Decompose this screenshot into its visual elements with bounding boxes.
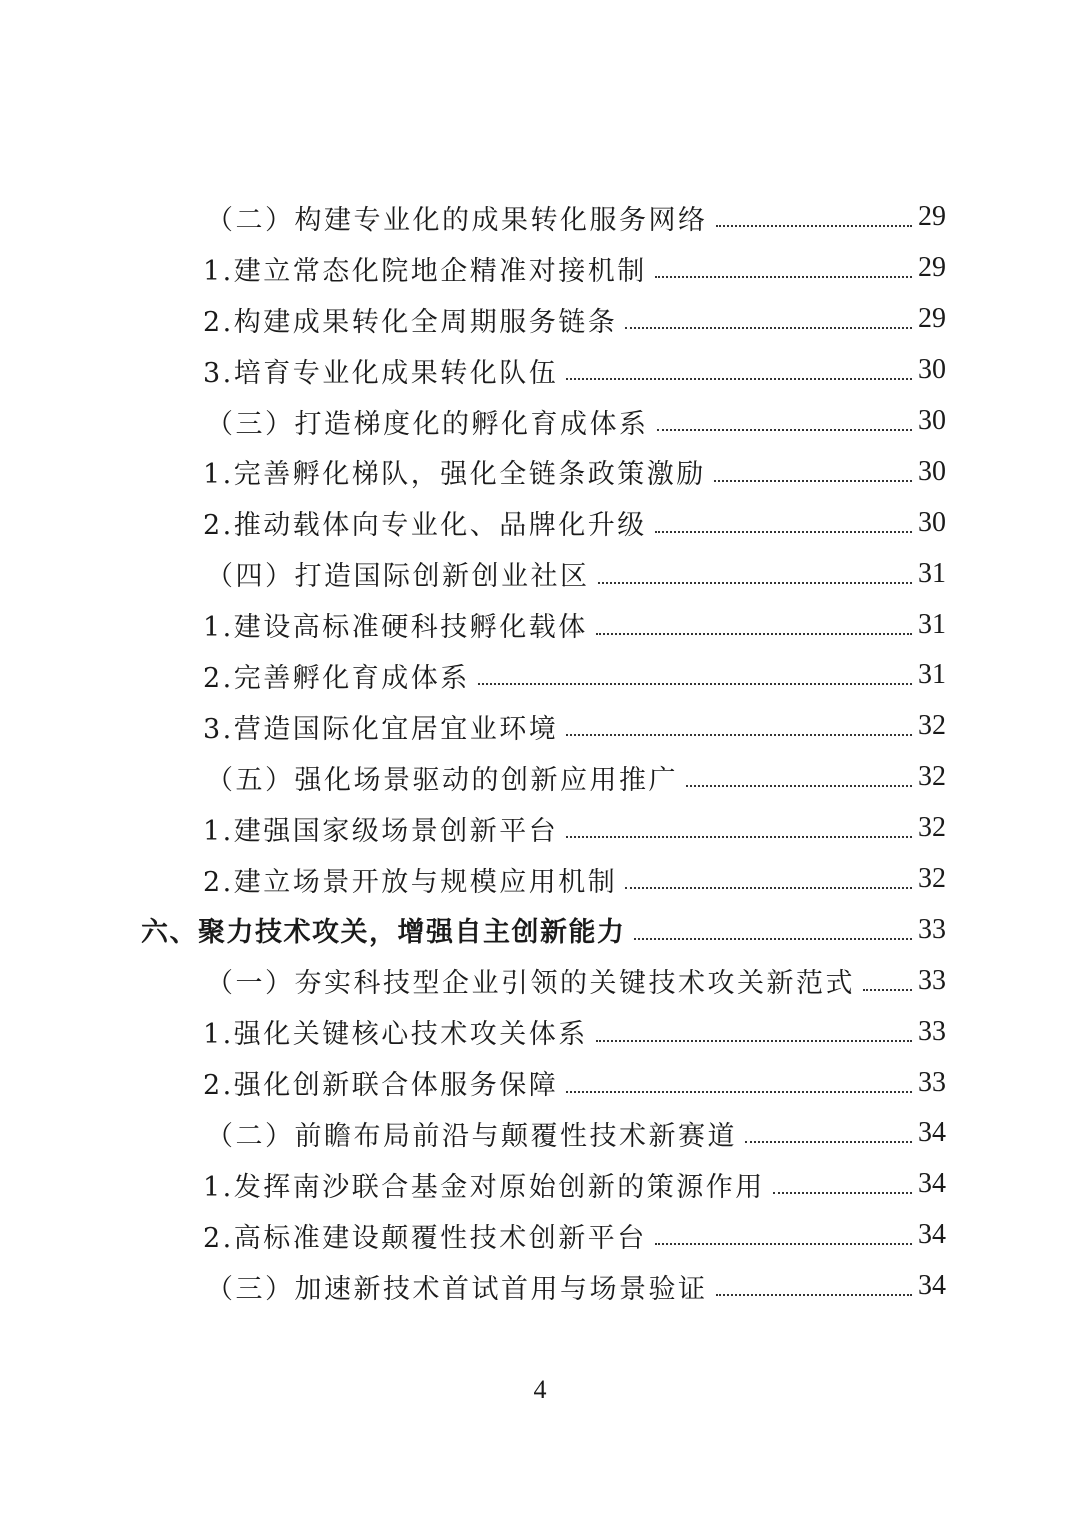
toc-entry-title: （二）构建专业化的成果转化服务网络 [206, 204, 708, 236]
dot-leader [686, 785, 912, 787]
dot-leader [655, 531, 912, 533]
table-of-contents [0, 192, 1080, 1312]
toc-entry-page: 32 [918, 710, 946, 742]
toc-entry-page: 34 [918, 1219, 946, 1251]
toc-entry[interactable] [0, 701, 1080, 752]
toc-entry[interactable] [0, 1057, 1080, 1108]
dot-leader [773, 1192, 912, 1194]
toc-entry[interactable] [0, 1210, 1080, 1261]
dot-leader [596, 1040, 912, 1042]
dot-leader [634, 938, 913, 940]
dot-leader [478, 683, 912, 685]
toc-entry[interactable] [0, 904, 1080, 955]
toc-entry[interactable] [0, 1261, 1080, 1312]
toc-entry-title: 六、聚力技术攻关，增强自主创新能力 [141, 917, 626, 949]
toc-entry-page: 30 [918, 405, 946, 436]
toc-entry[interactable] [0, 1159, 1080, 1210]
toc-entry-page: 32 [918, 812, 946, 844]
toc-entry-title: 2.强化创新联合体服务保障 [203, 1070, 559, 1102]
dot-leader [566, 1091, 912, 1093]
toc-entry-title: 2.高标准建设颠覆性技术创新平台 [203, 1222, 647, 1254]
toc-entry-title: 2.构建成果转化全周期服务链条 [203, 306, 618, 338]
dot-leader [716, 225, 913, 227]
toc-entry[interactable] [0, 955, 1080, 1006]
toc-entry-page: 34 [918, 1270, 946, 1302]
toc-entry-title: （一）夯实科技型企业引领的关键技术攻关新范式 [206, 968, 855, 1000]
toc-entry-page: 32 [918, 863, 946, 895]
toc-entry-title: 1.发挥南沙联合基金对原始创新的策源作用 [203, 1171, 765, 1203]
toc-entry-title: 2.推动载体向专业化、品牌化升级 [203, 510, 647, 542]
dot-leader [566, 836, 912, 838]
dot-leader [745, 1141, 912, 1143]
toc-entry-page: 34 [918, 1117, 946, 1149]
toc-entry-title: 1.完善孵化梯队，强化全链条政策激励 [203, 459, 706, 491]
dot-leader [863, 989, 912, 991]
toc-entry-title: 1.建设高标准硬科技孵化载体 [203, 612, 588, 644]
toc-entry-page: 29 [918, 252, 946, 284]
toc-entry-page: 32 [918, 761, 946, 793]
toc-entry[interactable] [0, 446, 1080, 497]
toc-entry-title: （三）打造梯度化的孵化育成体系 [206, 408, 649, 440]
toc-entry-title: 2.建立场景开放与规模应用机制 [203, 866, 618, 898]
toc-entry[interactable] [0, 294, 1080, 345]
toc-entry-page: 29 [918, 201, 946, 233]
toc-entry-page: 30 [918, 354, 946, 386]
toc-entry-title: 3.培育专业化成果转化队伍 [203, 357, 559, 389]
toc-entry[interactable] [0, 1108, 1080, 1159]
page-number: 4 [533, 1375, 547, 1404]
toc-entry-title: 1.强化关键核心技术攻关体系 [203, 1019, 588, 1051]
toc-entry-title: 1.建立常态化院地企精准对接机制 [203, 255, 647, 287]
toc-entry-title: 3.营造国际化宜居宜业环境 [203, 713, 559, 745]
toc-entry[interactable] [0, 599, 1080, 650]
toc-entry-page: 31 [918, 659, 946, 691]
dot-leader [655, 276, 912, 278]
dot-leader [657, 429, 913, 431]
toc-entry-title: （三）加速新技术首试首用与场景验证 [206, 1273, 708, 1305]
toc-entry-page: 29 [918, 303, 946, 335]
toc-entry-page: 34 [918, 1168, 946, 1200]
toc-entry[interactable] [0, 1006, 1080, 1057]
dot-leader [598, 582, 913, 584]
toc-entry-page: 31 [918, 557, 946, 589]
dot-leader [655, 1243, 912, 1245]
toc-entry-title: 2.完善孵化育成体系 [203, 662, 470, 694]
toc-entry[interactable] [0, 396, 1080, 447]
toc-entry-title: （五）强化场景驱动的创新应用推广 [206, 764, 678, 796]
toc-entry[interactable] [0, 192, 1080, 243]
toc-entry-page: 30 [918, 455, 946, 487]
toc-entry[interactable] [0, 497, 1080, 548]
toc-entry[interactable] [0, 854, 1080, 905]
toc-entry-page: 33 [918, 964, 946, 996]
toc-entry-title: （四）打造国际创新创业社区 [206, 561, 590, 593]
dot-leader [596, 633, 912, 635]
toc-entry-title: （二）前瞻布局前沿与颠覆性技术新赛道 [206, 1120, 737, 1152]
toc-entry-page: 33 [918, 1015, 946, 1047]
dot-leader [716, 1294, 913, 1296]
dot-leader [566, 734, 912, 736]
toc-entry[interactable] [0, 650, 1080, 701]
toc-entry-page: 33 [918, 1066, 946, 1098]
dot-leader [714, 480, 912, 482]
toc-entry[interactable] [0, 345, 1080, 396]
toc-entry-page: 30 [918, 506, 946, 538]
dot-leader [625, 887, 912, 889]
toc-entry[interactable] [0, 752, 1080, 803]
dot-leader [625, 327, 912, 329]
toc-entry-page: 33 [918, 913, 946, 945]
toc-entry[interactable] [0, 548, 1080, 599]
toc-entry[interactable] [0, 243, 1080, 294]
toc-entry-page: 31 [918, 608, 946, 640]
dot-leader [566, 378, 912, 380]
toc-entry[interactable] [0, 803, 1080, 854]
toc-entry-title: 1.建强国家级场景创新平台 [203, 815, 559, 847]
